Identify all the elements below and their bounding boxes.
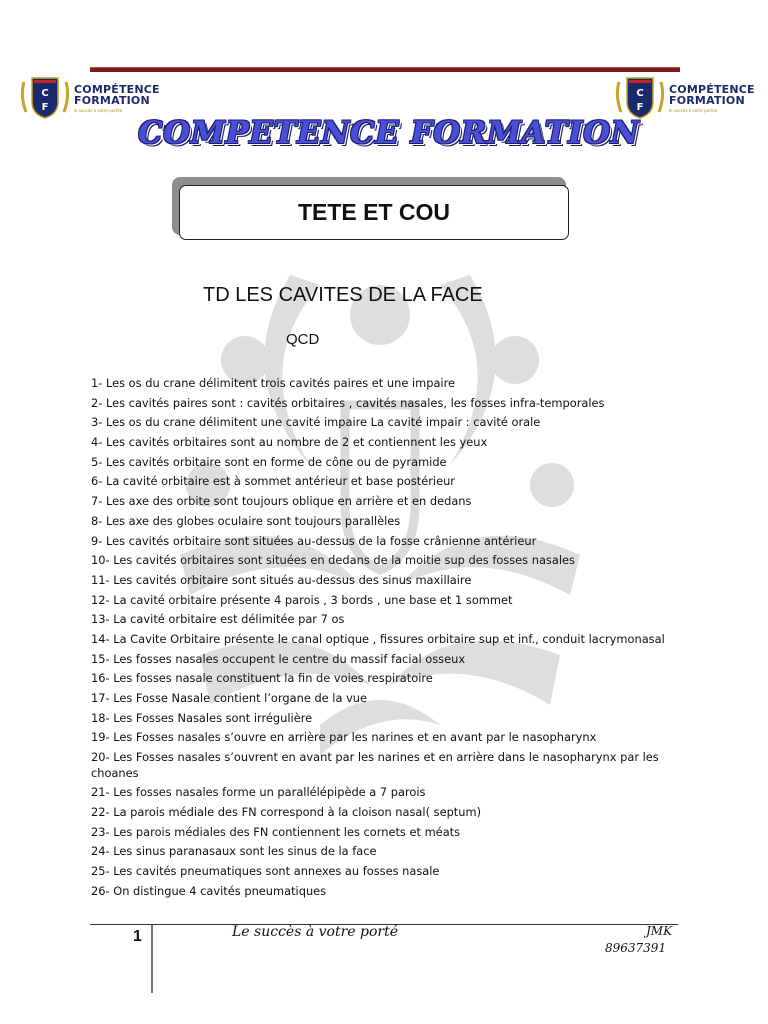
list-item: 5- Les cavités orbitaire sont en forme de cône ou de pyramide [91,454,447,469]
logo-left [18,72,168,120]
banner-title: COMPETENCE FORMATION [138,115,640,151]
list-item: 23- Les parois médiales des FN contiennent les cornets et méats [91,824,461,839]
footer-divider [151,925,153,993]
section-subtitle: TD LES CAVITES DE LA FACE [203,284,483,306]
list-item: 21- Les fosses nasales forme un parallélépipède a 7 parois [91,785,426,800]
logo-right [613,72,763,120]
title-box [179,185,569,240]
list-item: 4- Les cavités orbitaires sont au nombre de 2 et contiennent les yeux [91,435,488,450]
svg-text:F: F [41,102,49,113]
page-number: 1 [133,928,142,945]
logo-brand: COMPÉTENCE FORMATION [74,83,160,107]
list-item: 10- Les cavités orbitaires sont situées en dedans de la moitie sup des fosses nasales [91,553,575,568]
list-item: 11- Les cavités orbitaire sont situés au-dessus des sinus maxillaire [91,572,472,587]
header-rule [90,67,680,72]
list-item: 20- Les Fosses nasales s’ouvrent en avant par les narines et en arrière dans le nasopharynx par les choanes [91,750,659,780]
page-title: TETE ET COU [297,199,451,225]
list-item: 8- Les axe des globes oculaire sont toujours parallèles [91,513,401,528]
footer-phone: 89637391 [605,941,667,955]
list-item: 25- Les cavités pneumatiques sont annexes au fosses nasale [91,864,440,878]
section-label: QCD [286,331,320,348]
logo-tagline: le succès à votre portée [669,108,718,113]
list-item: 15- Les fosses nasales occupent le centre du massif facial osseux [91,651,466,666]
list-item: 12- La cavité orbitaire présente 4 parois , 3 bords , une base et 1 sommet [91,592,513,607]
list-item: 17- Les Fosse Nasale contient l’organe de la vue [91,691,368,705]
question-list [91,376,691,903]
list-item: 7- Les axe des orbite sont toujours oblique en arrière et en dedans [91,494,472,509]
list-item: 13- La cavité orbitaire est délimitée par 7 os [91,612,345,627]
list-item: 9- Les cavités orbitaire sont situées au-dessus de la fosse crânienne antérieur [91,533,537,548]
svg-text:F: F [636,102,644,113]
list-item: 22- La parois médiale des FN correspond à la cloison nasal( septum) [91,804,482,819]
list-item: 26- On distingue 4 cavités pneumatiques [91,883,327,898]
svg-text:C: C [636,88,644,99]
logo-brand: COMPÉTENCE FORMATION [669,83,755,107]
list-item: 24- Les sinus paranasaux sont les sinus de la face [91,844,377,859]
list-item: 18- Les Fosses Nasales sont irrégulière [91,710,313,725]
list-item: 19- Les Fosses nasales s’ouvre en arrière par les narines et en avant par le nasopharynx [91,730,597,745]
svg-text:C: C [41,88,49,99]
logo-tagline: le succès à votre portée [74,108,123,113]
shield-logo-icon [613,72,667,120]
footer-motto: Le succès à votre porté [232,924,399,940]
shield-logo-icon [18,72,72,120]
list-item: 2- Les cavités paires sont : cavités orbitaires , cavités nasales, les fosses infra-temporales [91,395,605,410]
list-item: 14- La Cavite Orbitaire présente le canal optique , fissures orbitaire sup et inf., conduit lacrymonasal [91,631,665,646]
footer-author: JMK [646,924,673,938]
list-item: 3- Les os du crane délimitent une cavité impaire La cavité impair : cavité orale [91,415,541,430]
list-item: 6- La cavité orbitaire est à sommet antérieur et base postérieur [91,474,455,489]
list-item: 16- Les fosses nasale constituent la fin de voies respiratoire [91,671,433,686]
list-item: 1- Les os du crane délimitent trois cavités paires et une impaire [91,376,456,390]
